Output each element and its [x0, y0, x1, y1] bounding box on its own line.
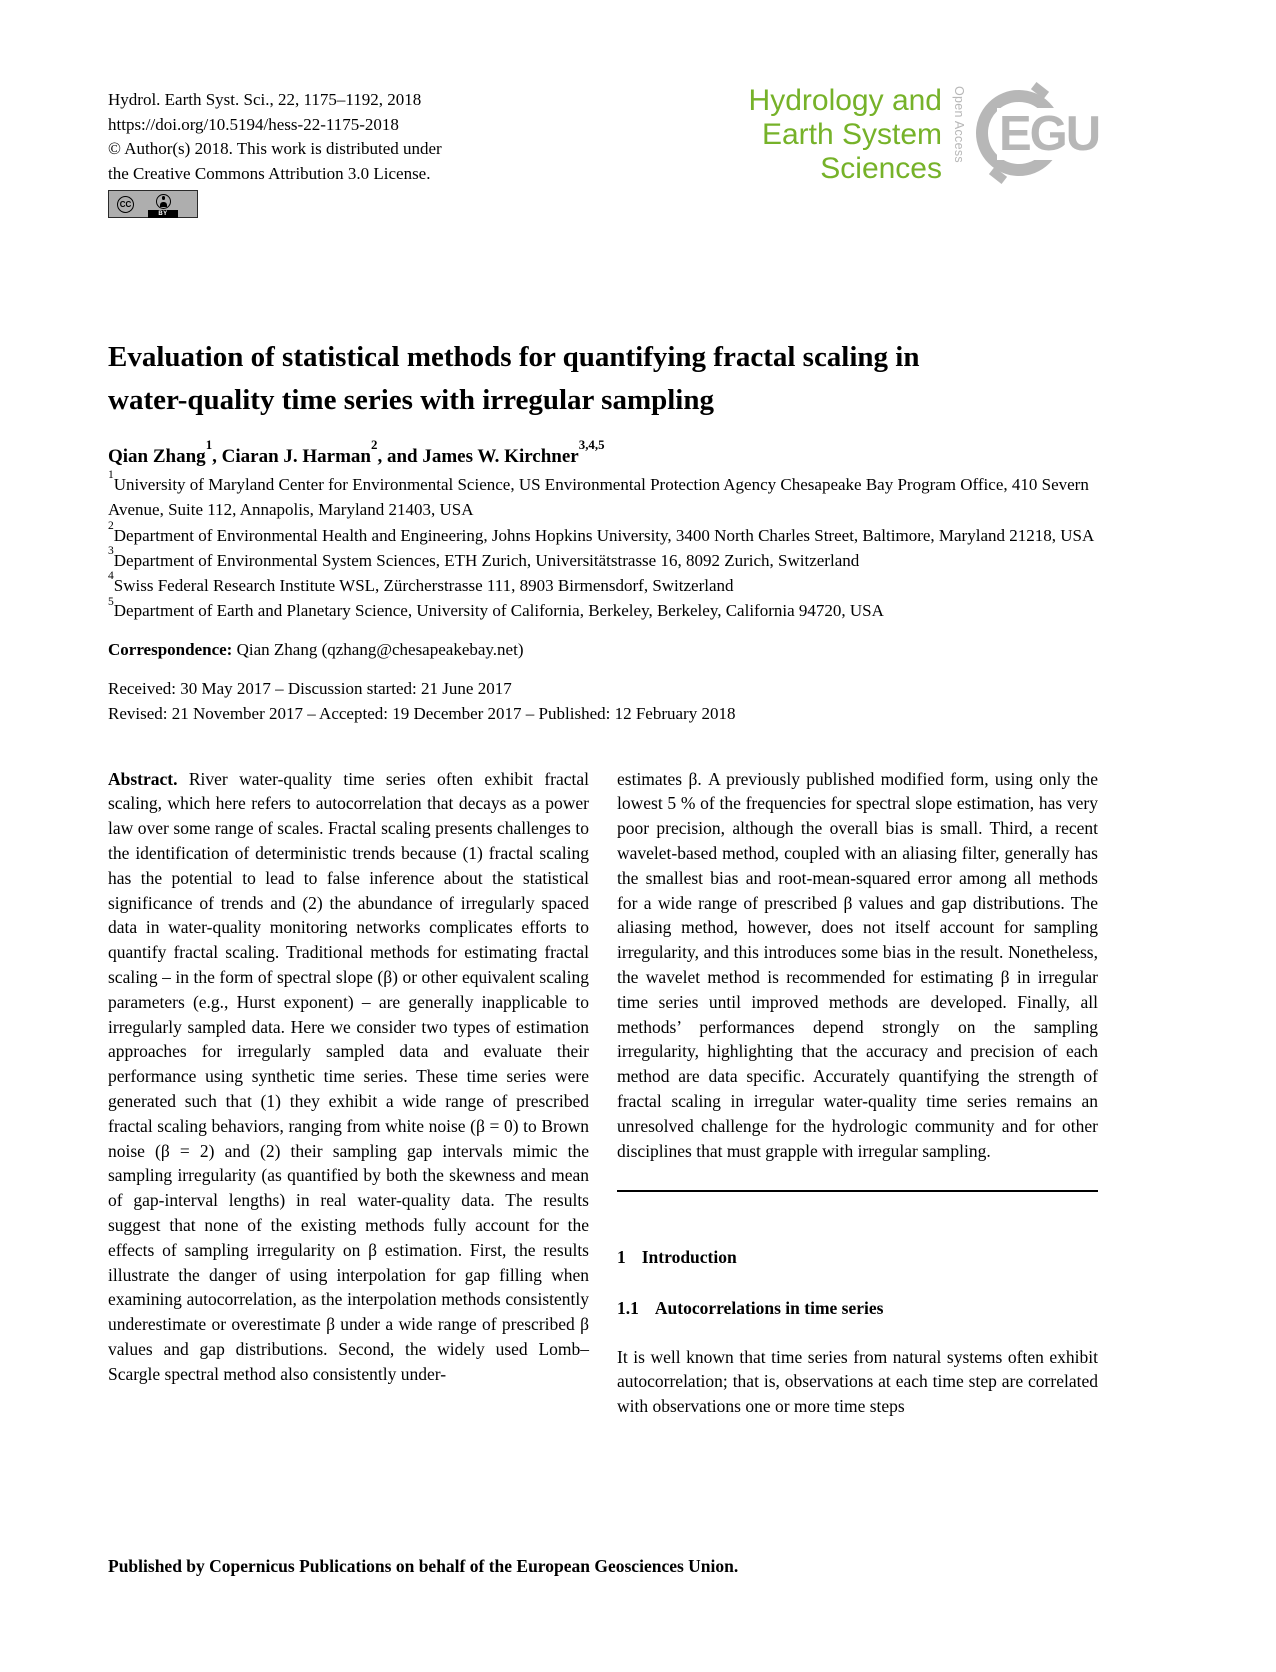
- subsection-number: 1.1: [617, 1297, 639, 1318]
- cc-person-column: [148, 194, 178, 218]
- dates-block: [108, 676, 1098, 727]
- section-divider: [617, 1190, 1098, 1192]
- doi-link[interactable]: https://doi.org/10.5194/hess-22-1175-2018: [108, 114, 399, 134]
- cc-icon: CC: [117, 196, 134, 213]
- subsection-heading-autocorrelations: [617, 1296, 1098, 1321]
- journal-branding: [748, 84, 1100, 188]
- introduction-paragraph: It is well known that time series from natural systems often exhibit autocorrelation; that is, observations at each time step are correlated with observations one or more time steps: [617, 1346, 1098, 1417]
- license-line-1: © Author(s) 2018. This work is distributed under: [108, 139, 442, 158]
- journal-name-line-1: Hydrology and: [748, 84, 942, 117]
- body-columns: [108, 767, 1098, 1419]
- abstract-text-right: estimates β. A previously published modified form, using only the lowest 5 % of the frequencies for spectral slope estimation, has very poor precision, although the overall bias is small. Third, a recent wavelet-based method, coupled with an aliasing filter, generally has the smallest bias and root-mean-squared error among all methods for a wide range of prescribed β values and gap distributions. The aliasing method, however, does not itself account for sampling irregularity, and this introduces some bias in the result. Nonetheless, the wavelet method is recommended for estimating β in irregular time series until improved methods are developed. Finally, all methods’ performances depend strongly on the sampling irregularity, highlighting that the accuracy and precision of each method are data specific. Accurately quantifying the strength of fractal scaling in irregular water-quality time series remains an unresolved challenge for the hydrologic community and for other disciplines that must grapple with irregular sampling.: [617, 768, 1098, 1161]
- subsection-title: Autocorrelations in time series: [654, 1297, 884, 1318]
- affiliation-line: $^5$Department of Earth and Planetary Science, University of California, Berkeley, Berkeley, California 94720, USA: [108, 594, 884, 621]
- title-line-2: water-quality time series with irregular sampling: [108, 384, 714, 416]
- section-heading-introduction: [617, 1245, 1098, 1270]
- right-column: [617, 767, 1098, 1419]
- affiliation-line: $^2$Department of Environmental Health and Engineering, Johns Hopkins University, 3400 North Charles Street, Baltimore, Maryland 21218, USA: [108, 518, 1095, 545]
- correspondence-label: Correspondence:: [108, 639, 233, 659]
- affiliations: [108, 468, 1098, 624]
- revised-line: Revised: 21 November 2017 – Accepted: 19 December 2017 – Published: 12 February 2018: [108, 704, 736, 724]
- correspondence-line: [108, 637, 1098, 662]
- title-line-1: Evaluation of statistical methods for quantifying fractal scaling in: [108, 341, 920, 373]
- person-icon: [156, 194, 171, 209]
- cc-by-badge[interactable]: [108, 190, 198, 218]
- egu-logo: [976, 86, 1100, 186]
- journal-name: [749, 84, 942, 186]
- authors-line: Qian Zhang$^1$, Ciaran J. Harman$^2$, and James W. Kirchner$^{3,4,5}$: [108, 436, 605, 467]
- correspondence-text: Qian Zhang (qzhang@chesapeakebay.net): [232, 639, 524, 659]
- left-column: [108, 767, 589, 1419]
- journal-citation: Hydrol. Earth Syst. Sci., 22, 1175–1192, 2018: [108, 90, 422, 109]
- page-title: [108, 336, 1098, 422]
- open-access-label: Open Access: [952, 86, 966, 163]
- section-title: Introduction: [641, 1246, 737, 1267]
- abstract-label: Abstract.: [108, 768, 178, 789]
- publisher-footer: Published by Copernicus Publications on behalf of the European Geosciences Union.: [108, 1556, 739, 1576]
- received-line: Received: 30 May 2017 – Discussion started: 21 June 2017: [108, 678, 512, 698]
- license-line-2: the Creative Commons Attribution 3.0 License.: [108, 163, 431, 183]
- section-number: 1: [617, 1246, 626, 1267]
- abstract-text-left: River water-quality time series often exhibit fractal scaling, which here refers to autocorrelation that decays as a power law over some range of scales. Fractal scaling presents challenges to the identification of deterministic trends because (1) fractal scaling has the potential to lead to false inference about the statistical significance of trends and (2) the abundance of irregularly spaced data in water-quality monitoring networks complicates efforts to quantify fractal scaling. Traditional methods for estimating fractal scaling – in the form of spectral slope (β) or other equivalent scaling parameters (e.g., Hurst exponent) – are generally inapplicable to irregularly sampled data. Here we consider two types of estimation approaches for irregularly sampled data and evaluate their performance using synthetic time series. These time series were generated such that (1) they exhibit a wide range of prescribed fractal scaling behaviors, ranging from white noise (β = 0) to Brown noise (β = 2) and (2) their sampling gap intervals mimic the sampling irregularity (as quantified by both the skewness and mean of gap-interval lengths) in real water-quality data. The results suggest that none of the existing methods fully account for the effects of sampling irregularity on β estimation. First, the results illustrate the danger of using interpolation for gap filling when examining autocorrelation, as the interpolation methods consistently underestimate or overestimate β under a wide range of prescribed β values and gap distributions. Second, the widely used Lomb–Scargle spectral method also consistently under-: [108, 768, 589, 1384]
- egu-logo-text: EGU: [999, 107, 1100, 161]
- affiliation-line: $^4$Swiss Federal Research Institute WSL, Zürcherstrasse 111, 8903 Birmensdorf, Switzerland: [108, 569, 734, 596]
- journal-name-line-2: Earth System: [761, 118, 942, 151]
- journal-name-line-3: Sciences: [820, 152, 942, 185]
- affiliation-line: $^3$Department of Environmental System Sciences, ETH Zurich, Universitätstrasse 16, 8092 Zurich, Switzerland: [108, 544, 860, 570]
- cc-by-label: BY: [148, 210, 178, 218]
- affiliation-line: $^1$University of Maryland Center for Environmental Science, US Environmental Protection Agency Chesapeake Bay Program Office, 410 Severn Avenue, Suite 112, Annapolis, Maryland 21403, USA: [108, 468, 1089, 520]
